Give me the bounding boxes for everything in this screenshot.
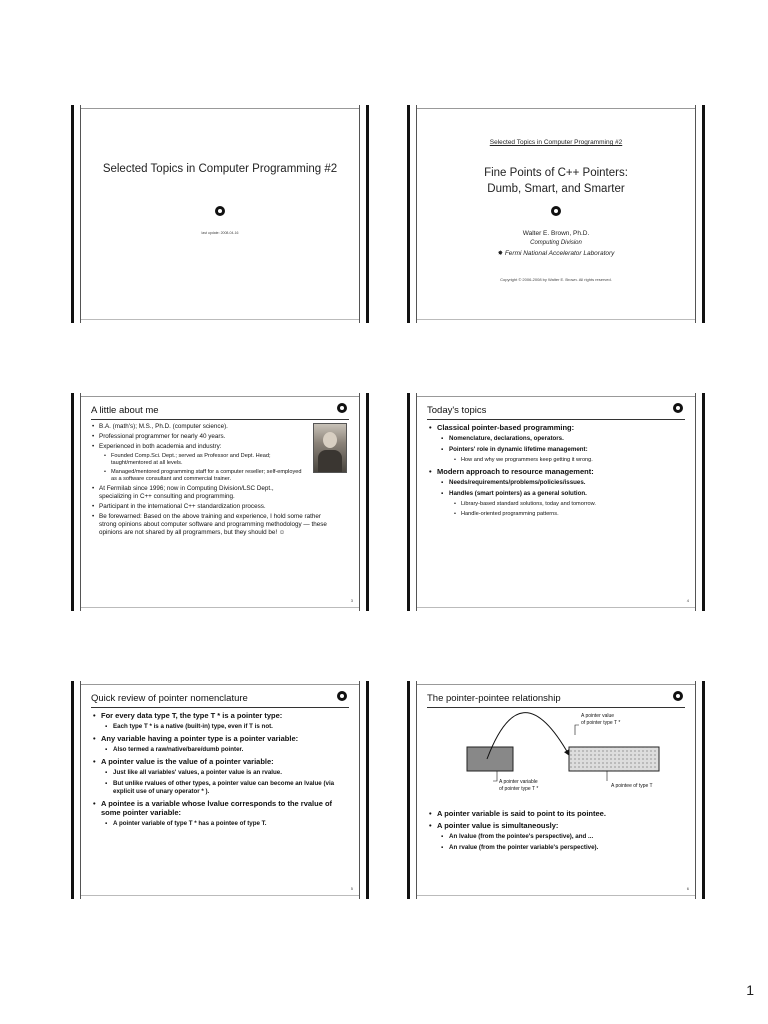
slide-5-heading: Quick review of pointer nomenclature [91, 693, 248, 704]
slide-3-header [91, 405, 349, 420]
slide-4-list [427, 423, 685, 521]
author-photo [313, 423, 347, 473]
list-item: ▪ Nomenclature, declarations, operators. [427, 435, 685, 443]
list-item: • For every data type T, the type T * is a pointer type: [91, 711, 349, 720]
copyright: Copyright © 2006-2008 by Walter E. Brown. All rights reserved. [500, 277, 612, 282]
pointer-diagram [417, 685, 695, 895]
pointee-box [569, 747, 659, 771]
slide-number: 4 [686, 598, 689, 603]
slide-6-list [427, 809, 685, 855]
label-pointee: A pointee of type T [611, 783, 653, 789]
slide-6-heading: The pointer-pointee relationship [427, 693, 561, 704]
list-item: • A pointee is a variable whose lvalue corresponds to the rvalue of some pointer variable: [91, 799, 349, 817]
list-item: • A pointer value is simultaneously: [427, 821, 685, 830]
list-item: ▪ An rvalue (from the pointer variable's perspective). [427, 844, 685, 852]
page-number: 1 [746, 982, 754, 998]
slide-6 [416, 684, 696, 896]
slide-number: 3 [350, 598, 353, 603]
list-item: ▪ Handles (smart pointers) as a general solution. [427, 490, 685, 498]
slide-3-list [91, 423, 327, 539]
last-update: last update: 2008-04-16 [201, 231, 239, 235]
list-item: • Classical pointer-based programming: [427, 423, 685, 432]
list-item: • Modern approach to resource management: [427, 467, 685, 476]
division: Computing Division [530, 240, 582, 246]
slide-2-series: Selected Topics in Computer Programming #2 [489, 139, 623, 146]
list-item: ▪ But unlike rvalues of other types, a pointer value can become an lvalue (via explicit use of unary operator * ). [91, 780, 349, 796]
list-item: • At Fermilab since 1996; now in Computing Division/LSC Dept., specializing in C++ consulting and programming. [91, 485, 303, 501]
list-item: • Experienced in both academia and industry: [91, 443, 303, 451]
list-item: • B.A. (math's); M.S., Ph.D. (computer science). [91, 423, 303, 431]
label-bracket-variable [493, 771, 497, 781]
slide-3 [80, 396, 360, 608]
slide-2 [416, 108, 696, 320]
slide-5-list [91, 711, 349, 831]
list-item: • Any variable having a pointer type is a pointer variable: [91, 734, 349, 743]
slide-1 [80, 108, 360, 320]
logo-icon [337, 403, 347, 413]
label-pointer-value: A pointer value of pointer type T * [581, 713, 621, 726]
list-item: ▪ Pointers' role in dynamic lifetime management: [427, 446, 685, 454]
list-item: • A pointer value is the value of a pointer variable: [91, 757, 349, 766]
slide-1-title: Selected Topics in Computer Programming #2 [102, 163, 338, 175]
slide-2-title-line-1: Fine Points of C++ Pointers: [484, 167, 628, 179]
logo-icon [673, 403, 683, 413]
list-item: • A pointer variable is said to point to its pointee. [427, 809, 685, 818]
list-item: ▪ Each type T * is a native (built-in) type, even if T is not. [91, 723, 349, 731]
slide-4-header [427, 405, 685, 420]
list-item: • Participant in the international C++ standardization process. [91, 503, 303, 511]
lab-line [417, 249, 695, 257]
slide-4-heading: Today's topics [427, 405, 487, 416]
list-item: ▪ An lvalue (from the pointee's perspective), and ... [427, 833, 685, 841]
label-pointer-variable: A pointer variable of pointer type T * [499, 779, 539, 792]
logo-icon [215, 203, 225, 221]
list-item: • Handle-oriented programming patterns. [427, 511, 685, 518]
slide-3-heading: A little about me [91, 405, 159, 416]
list-item: ▪ Needs/requirements/problems/policies/issues. [427, 479, 685, 487]
lab: Fermi National Accelerator Laboratory [504, 250, 615, 257]
list-item: • Be forewarned: Based on the above training and experience, I hold some rather strong opinions about computer software and programming methodology — these opinions are not shared by all programmers, but they should be! ☺ [91, 513, 339, 537]
slide-5-header [91, 693, 349, 708]
list-item: • Founded Comp.Sci. Dept.; served as Professor and Dept. Head; taught/mentored at all levels. [91, 453, 303, 467]
slide-number: 6 [686, 886, 689, 891]
author: Walter E. Brown, Ph.D. [522, 230, 590, 237]
list-item: ▪ Just like all variables' values, a pointer value is an rvalue. [91, 769, 349, 777]
slide-4 [416, 396, 696, 608]
label-bracket-value [575, 725, 579, 735]
list-item: • Professional programmer for nearly 40 years. [91, 433, 303, 441]
slide-5 [80, 684, 360, 896]
list-item: ▪ Also termed a raw/native/bare/dumb pointer. [91, 746, 349, 754]
list-item: • Managed/mentored programming staff for a computer reseller; self-employed as a software consultant and commercial trainer. [91, 469, 303, 483]
fermilab-icon: ✸ [497, 250, 504, 257]
list-item: • How and why we programmers keep getting it wrong. [427, 457, 685, 464]
logo-icon [551, 203, 561, 221]
slide-2-title-line-2: Dumb, Smart, and Smarter [487, 183, 625, 195]
slide-number: 5 [350, 886, 353, 891]
logo-icon [337, 691, 347, 701]
list-item: • Library-based standard solutions, today and tomorrow. [427, 501, 685, 508]
list-item: ▪ A pointer variable of type T * has a pointee of type T. [91, 820, 349, 828]
